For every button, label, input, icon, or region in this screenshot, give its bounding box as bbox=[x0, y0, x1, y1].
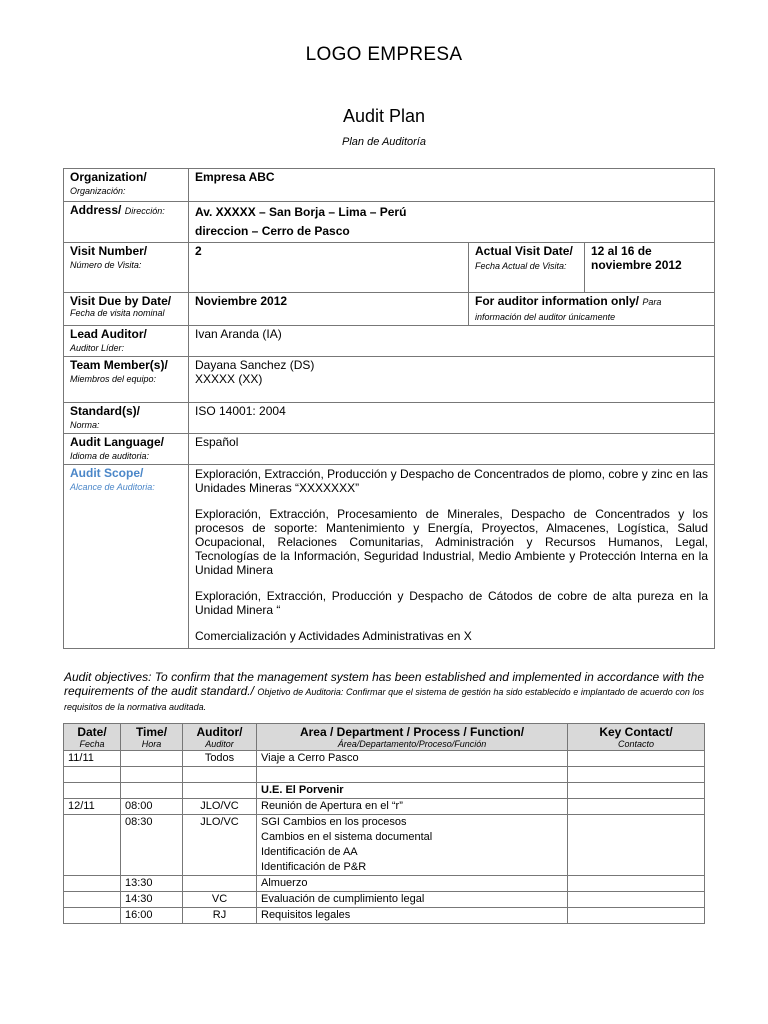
area-line: Identificación de AA bbox=[261, 846, 358, 858]
contact-cell bbox=[568, 751, 705, 767]
area-line: SGI Cambios en los procesos bbox=[261, 816, 407, 828]
time-cell: 08:00 bbox=[121, 799, 183, 815]
area-cell bbox=[257, 908, 568, 924]
date-cell bbox=[64, 908, 121, 924]
auditor-cell: JLO/VC bbox=[183, 799, 257, 815]
area-cell bbox=[257, 799, 568, 815]
area-cell bbox=[257, 767, 568, 783]
area-line: Identificación de P&R bbox=[261, 861, 367, 873]
area-cell bbox=[257, 751, 568, 767]
audit-objectives bbox=[64, 670, 704, 714]
team-member-1: Dayana Sanchez (DS) bbox=[195, 358, 315, 372]
visit-due-label: Visit Due by Date/ bbox=[70, 294, 172, 308]
date-cell bbox=[64, 815, 121, 876]
language-label-es: Idioma de auditoria: bbox=[70, 451, 150, 461]
auditor-cell: VC bbox=[183, 892, 257, 908]
contact-cell bbox=[568, 876, 705, 892]
company-logo: LOGO EMPRESA bbox=[305, 44, 463, 65]
contact-cell bbox=[568, 908, 705, 924]
language-value: Español bbox=[195, 435, 239, 449]
visit-number-label: Visit Number/ bbox=[70, 244, 148, 258]
visit-number-row bbox=[64, 243, 715, 293]
schedule-row bbox=[64, 751, 705, 767]
actual-visit-label: Actual Visit Date/ bbox=[475, 244, 573, 258]
address-label-es: Dirección: bbox=[124, 206, 165, 216]
time-cell bbox=[121, 767, 183, 783]
contact-cell bbox=[568, 892, 705, 908]
area-line: Viaje a Cerro Pasco bbox=[261, 752, 359, 764]
area-cell bbox=[257, 892, 568, 908]
audit-info-table bbox=[63, 168, 715, 649]
date-cell bbox=[64, 892, 121, 908]
time-cell: 13:30 bbox=[121, 876, 183, 892]
actual-visit-value: 12 al 16 de noviembre 2012 bbox=[591, 244, 682, 272]
scope-paragraph: Exploración, Extracción, Procesamiento de Minerales, Despacho de Concentrados y los procesos de soporte: Mantenimiento y Energía, Proyectos, Almacenes, Logística, Salud Ocupacional, Relaciones Comunitarias, Administración y Recursos Humanos, Legal, Tecnologías de la Información, Seguridad Industrial, Medio Ambiente y Protección Interna en la Unidad Minera bbox=[195, 507, 709, 577]
language-row bbox=[64, 434, 715, 465]
organization-label-es: Organización: bbox=[70, 186, 126, 196]
address-label: Address/ bbox=[70, 203, 122, 217]
page-subtitle: Plan de Auditoría bbox=[342, 136, 426, 148]
area-line: U.E. El Porvenir bbox=[261, 784, 344, 796]
organization-label: Organization/ bbox=[70, 170, 147, 184]
scope-paragraph: Exploración, Extracción, Producción y Despacho de Concentrados de plomo, cobre y zinc en las Unidades Mineras “XXXXXXX” bbox=[195, 467, 709, 495]
time-cell: 16:00 bbox=[121, 908, 183, 924]
scope-label-es: Alcance de Auditoria: bbox=[70, 482, 155, 492]
area-line: Cambios en el sistema documental bbox=[261, 831, 433, 843]
scope-label: Audit Scope/ bbox=[70, 466, 144, 480]
area-line: Almuerzo bbox=[261, 877, 308, 889]
time-cell: 08:30 bbox=[121, 815, 183, 876]
date-cell: 11/11 bbox=[64, 751, 121, 767]
standards-label: Standard(s)/ bbox=[70, 404, 141, 418]
team-members-label: Team Member(s)/ bbox=[70, 358, 168, 372]
organization-value: Empresa ABC bbox=[195, 170, 275, 184]
scope-paragraph: Comercialización y Actividades Administrativas en X bbox=[195, 629, 472, 643]
date-cell bbox=[64, 876, 121, 892]
schedule-row bbox=[64, 876, 705, 892]
contact-cell bbox=[568, 767, 705, 783]
schedule-row bbox=[64, 783, 705, 799]
visit-due-row bbox=[64, 293, 715, 326]
team-members-row bbox=[64, 357, 715, 403]
team-member-2: XXXXX (XX) bbox=[195, 372, 263, 386]
area-cell bbox=[257, 815, 568, 876]
header-date: Date/ Fecha bbox=[64, 724, 121, 751]
actual-visit-label-es: Fecha Actual de Visita: bbox=[475, 261, 567, 271]
address-value-1: Av. XXXXX – San Borja – Lima – Perú bbox=[195, 205, 407, 219]
auditor-cell: RJ bbox=[183, 908, 257, 924]
auditor-cell bbox=[183, 783, 257, 799]
date-cell: 12/11 bbox=[64, 799, 121, 815]
schedule-header bbox=[64, 724, 705, 751]
header-time: Time/ Hora bbox=[121, 724, 183, 751]
auditor-cell bbox=[183, 876, 257, 892]
lead-auditor-label: Lead Auditor/ bbox=[70, 327, 147, 341]
organization-row bbox=[64, 169, 715, 202]
standards-label-es: Norma: bbox=[70, 420, 100, 430]
lead-auditor-row bbox=[64, 326, 715, 357]
contact-cell bbox=[568, 783, 705, 799]
area-line: Evaluación de cumplimiento legal bbox=[261, 893, 425, 905]
schedule-row bbox=[64, 799, 705, 815]
team-members-label-es: Miembros del equipo: bbox=[70, 374, 157, 384]
schedule-row bbox=[64, 815, 705, 876]
visit-number-label-es: Número de Visita: bbox=[70, 260, 142, 270]
area-cell bbox=[257, 876, 568, 892]
visit-due-label-es: Fecha de visita nominal bbox=[70, 308, 165, 318]
visit-number-value: 2 bbox=[195, 244, 202, 258]
time-cell: 14:30 bbox=[121, 892, 183, 908]
auditor-cell: JLO/VC bbox=[183, 815, 257, 876]
auditor-cell: Todos bbox=[183, 751, 257, 767]
time-cell bbox=[121, 783, 183, 799]
contact-cell bbox=[568, 815, 705, 876]
area-line: Requisitos legales bbox=[261, 909, 351, 921]
standards-row bbox=[64, 403, 715, 434]
address-value-2: direccion – Cerro de Pasco bbox=[195, 224, 350, 238]
date-cell bbox=[64, 767, 121, 783]
visit-due-value: Noviembre 2012 bbox=[195, 294, 288, 308]
schedule-row bbox=[64, 767, 705, 783]
scope-row bbox=[64, 465, 715, 649]
time-cell bbox=[121, 751, 183, 767]
scope-paragraph: Exploración, Extracción, Producción y Despacho de Cátodos de cobre de alta pureza en la Unidad Minera “ bbox=[195, 589, 709, 617]
address-row bbox=[64, 202, 715, 243]
standards-value: ISO 14001: 2004 bbox=[195, 404, 286, 418]
area-line: Reunión de Apertura en el “r” bbox=[261, 800, 403, 812]
header-auditor: Auditor/ Auditor bbox=[183, 724, 257, 751]
schedule-row bbox=[64, 892, 705, 908]
auditor-cell bbox=[183, 767, 257, 783]
contact-cell bbox=[568, 799, 705, 815]
header-area: Area / Department / Process / Function/ Área/Departamento/Proceso/Función bbox=[257, 724, 568, 751]
area-cell bbox=[257, 783, 568, 799]
auditor-info-label: For auditor information only/ bbox=[475, 294, 639, 308]
lead-auditor-value: Ivan Aranda (IA) bbox=[195, 327, 282, 341]
schedule-row bbox=[64, 908, 705, 924]
date-cell bbox=[64, 783, 121, 799]
header-contact: Key Contact/ Contacto bbox=[568, 724, 705, 751]
language-label: Audit Language/ bbox=[70, 435, 164, 449]
schedule-table bbox=[63, 723, 705, 924]
objectives-text-en: Audit objectives: To confirm that the management system has been established and implemented in accordance with the requirements of the audit standard./ bbox=[64, 670, 704, 698]
objectives-text-es: Objetivo de Auditoria: Confirmar que el sistema de gestión ha sido establecido e implantado de acuerdo con los requisitos de la normativa auditada. bbox=[64, 687, 704, 712]
page-title: Audit Plan bbox=[342, 106, 426, 126]
lead-auditor-label-es: Auditor Líder: bbox=[70, 343, 125, 353]
auditor-info-label-es: Para información del auditor únicamente bbox=[475, 297, 662, 322]
